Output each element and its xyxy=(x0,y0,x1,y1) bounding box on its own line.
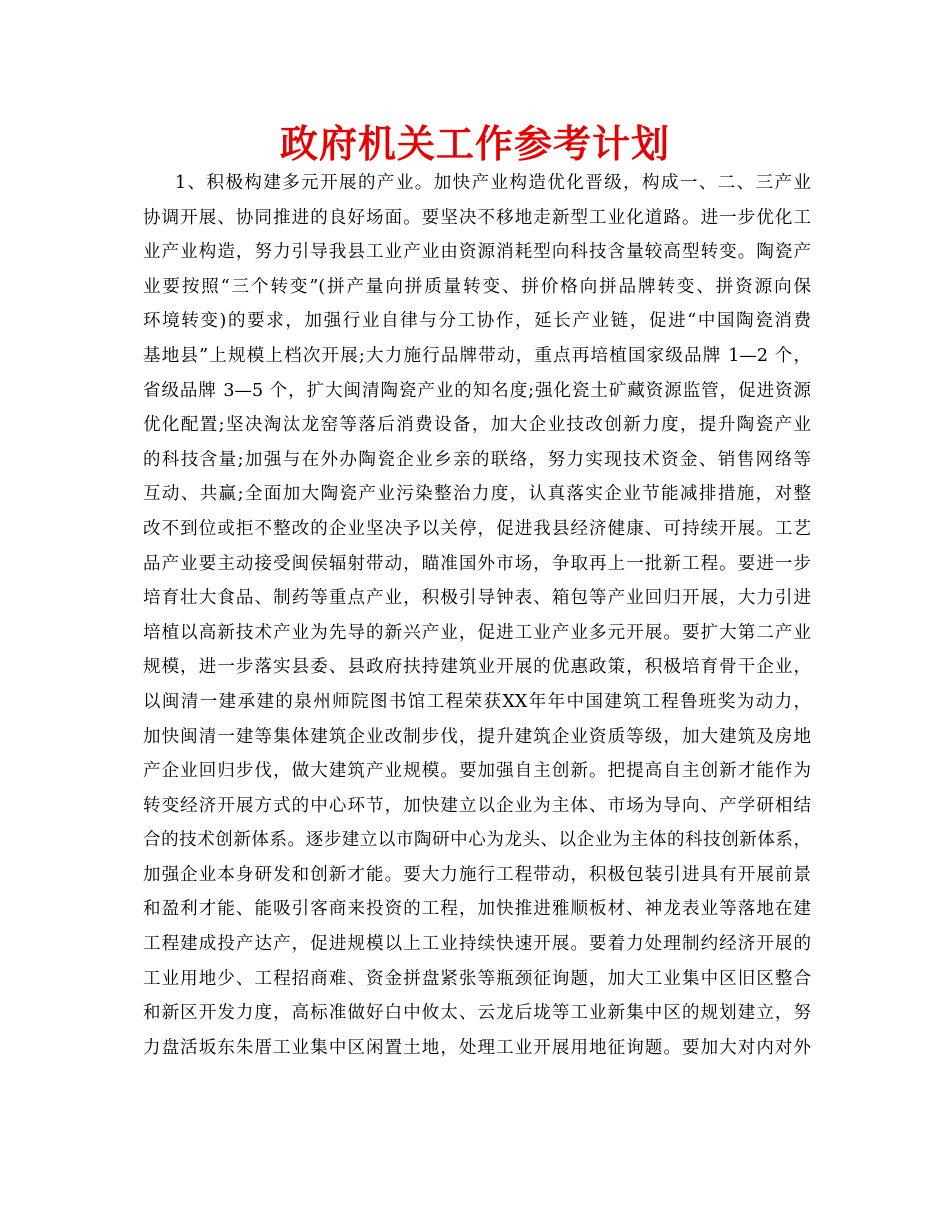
text-line: 加快闽清一建等集体建筑企业改制步伐，提升建筑企业资质等级，加大建筑及房地 xyxy=(143,726,811,747)
text-line: 和盈利才能、能吸引客商来投资的工程，加快推进雅顺板材、神龙表业等落地在建 xyxy=(143,899,811,920)
document-body xyxy=(143,166,811,1065)
text-line: 业产业构造，努力引导我县工业产业由资源消耗型向科技含量较高型转变。陶瓷产 xyxy=(143,242,811,263)
text-line: 业要按照“三个转变”(拼产量向拼质量转变、拼价格向拼品牌转变、拼资源向保 xyxy=(143,276,811,297)
text-line: 产企业回归步伐，做大建筑产业规模。要加强自主创新。把提高自主创新才能作为 xyxy=(143,761,811,782)
text-line: 培植以高新技术产业为先导的新兴产业，促进工业产业多元开展。要扩大第二产业 xyxy=(143,622,811,643)
text-line: 转变经济开展方式的中心环节，加快建立以企业为主体、市场为导向、产学研相结 xyxy=(143,795,811,816)
text-line: 工程建成投产达产，促进规模以上工业持续快速开展。要着力处理制约经济开展的 xyxy=(143,934,811,955)
text-line: 以闽清一建承建的泉州师院图书馆工程荣获XX年年中国建筑工程鲁班奖为动力， xyxy=(143,691,811,712)
text-line: 和新区开发力度，高标准做好白中攸太、云龙后垅等工业新集中区的规划建立，努 xyxy=(143,1003,811,1024)
text-line: 基地县”上规模上档次开展;大力施行品牌带动，重点再培植国家级品牌 1—2 个， xyxy=(143,345,811,366)
text-line: 的科技含量;加强与在外办陶瓷企业乡亲的联络，努力实现技术资金、销售网络等 xyxy=(143,449,811,470)
text-line: 协调开展、协同推进的良好场面。要坚决不移地走新型工业化道路。进一步优化工 xyxy=(143,207,811,228)
text-line: 省级品牌 3—5 个，扩大闽清陶瓷产业的知名度;强化瓷土矿藏资源监管，促进资源 xyxy=(143,380,811,401)
text-line: 力盘活坂东朱厝工业集中区闲置土地，处理工业开展用地征询题。要加大对内对外 xyxy=(143,1037,811,1058)
text-line: 培育壮大食品、制药等重点产业，积极引导钟表、箱包等产业回归开展，大力引进 xyxy=(143,588,811,609)
text-line: 互动、共赢;全面加大陶瓷产业污染整治力度，认真落实企业节能减排措施，对整 xyxy=(143,484,811,505)
text-line: 环境转变)的要求，加强行业自律与分工协作，延长产业链，促进“中国陶瓷消费 xyxy=(143,311,811,332)
text-line: 优化配置;坚决淘汰龙窑等落后消费设备，加大企业技改创新力度，提升陶瓷产业 xyxy=(143,415,811,436)
text-line: 1、积极构建多元开展的产业。加快产业构造优化晋级，构成一、二、三产业 xyxy=(175,173,811,193)
text-line: 品产业要主动接受闽侯辐射带动，瞄准国外市场，争取再上一批新工程。要进一步 xyxy=(143,553,811,574)
text-line: 工业用地少、工程招商难、资金拼盘紧张等瓶颈征询题，加大工业集中区旧区整合 xyxy=(143,968,811,989)
text-line: 加强企业本身研发和创新才能。要大力施行工程带动，积极包装引进具有开展前景 xyxy=(143,864,811,885)
document-title: 政府机关工作参考计划 xyxy=(279,122,670,166)
text-line: 合的技术创新体系。逐步建立以市陶研中心为龙头、以企业为主体的科技创新体系， xyxy=(143,830,811,851)
text-line: 改不到位或拒不整改的企业坚决予以关停，促进我县经济健康、可持续开展。工艺 xyxy=(143,518,811,539)
text-line: 规模，进一步落实县委、县政府扶持建筑业开展的优惠政策，积极培育骨干企业， xyxy=(143,657,811,678)
